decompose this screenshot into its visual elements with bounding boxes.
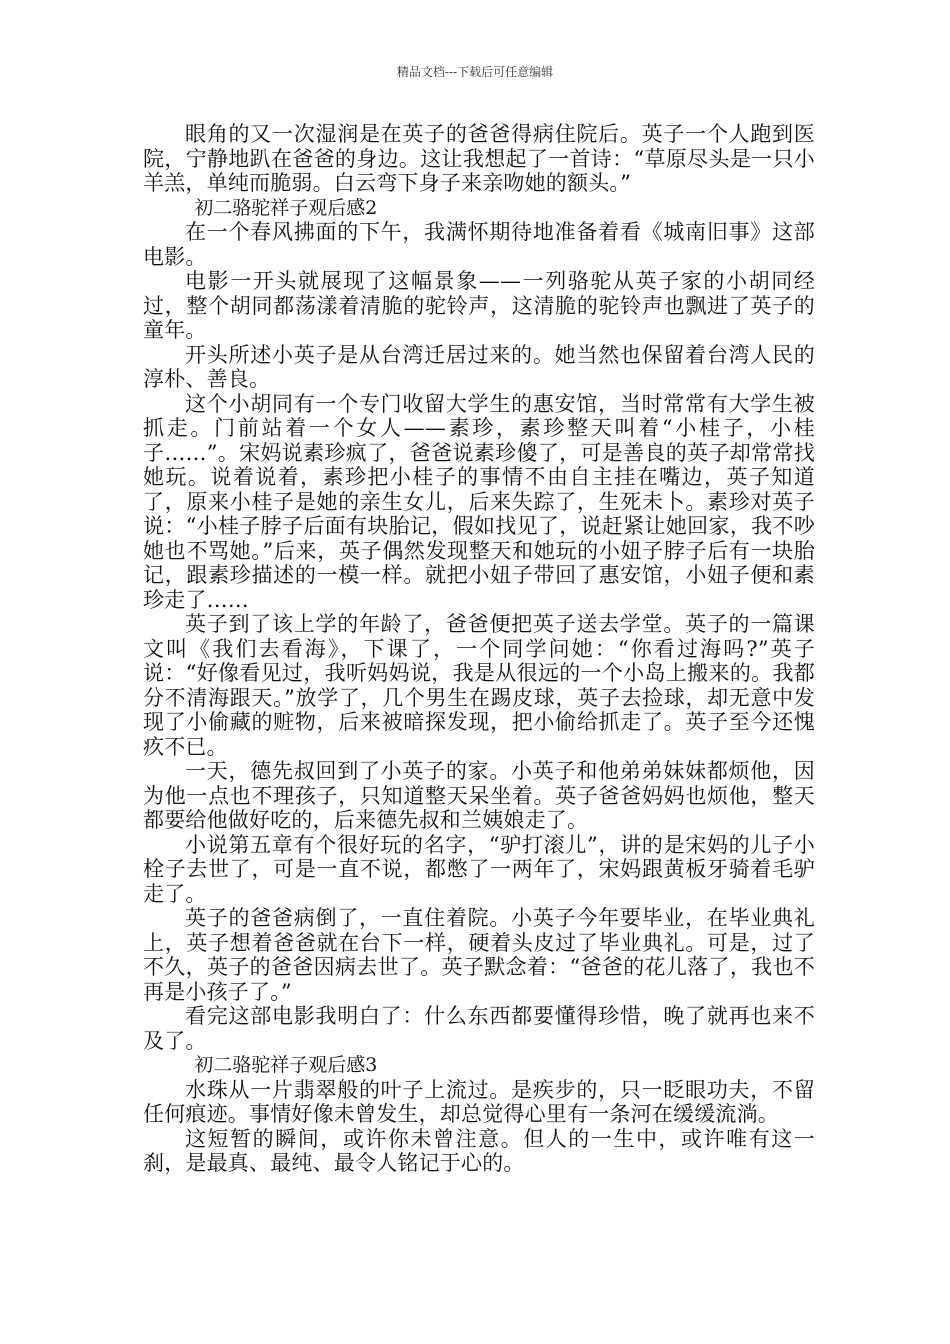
page-header: 精品文档---下载后可任意编辑	[396, 65, 554, 79]
paragraph: 看完这部电影我明白了：什么东西都要懂得珍惜，晚了就再也来不及了。	[143, 1004, 815, 1053]
section-heading: 初二骆驼祥子观后感2	[194, 196, 378, 219]
paragraph: 这短暂的瞬间，或许你未曾注意。但人的一生中，或许唯有这一刹，是最真、最纯、最令人铭记于心的。	[143, 1126, 815, 1175]
paragraph: 在一个春风拂面的下午，我满怀期待地准备着看《城南旧事》这部电影。	[143, 220, 815, 269]
section-heading: 初二骆驼祥子观后感3	[194, 1054, 378, 1076]
paragraph: 一天，德先叔回到了小英子的家。小英子和他弟弟妹妹都烦他，因为他一点也不理孩子，只知道整天呆坐着。英子爸爸妈妈也烦他，整天都要给他做好吃的，后来德先叔和兰姨娘走了。	[143, 759, 815, 832]
paragraph: 开头所述小英子是从台湾迁居过来的。她当然也保留着台湾人民的淳朴、善良。	[143, 342, 815, 391]
paragraph: 眼角的又一次湿润是在英子的爸爸得病住院后。英子一个人跑到医院，宁静地趴在爸爸的身边。这让我想起了一首诗：“草原尽头是一只小羊羔，单纯而脆弱。白云弯下身子来亲吻她的额头。”	[143, 122, 815, 195]
paragraph: 小说第五章有个很好玩的名字，“驴打滚儿”，讲的是宋妈的儿子小栓子去世了，可是一直不说，都憋了一两年了，宋妈跟黄板牙骑着毛驴走了。	[143, 832, 815, 906]
paragraph: 英子到了该上学的年龄了，爸爸便把英子送去学堂。英子的一篇课文叫《我们去看海》，下课了，一个同学问她：“你看过海吗?”英子说：“好像看见过，我听妈妈说，我是从很远的一个小岛上搬来的。我都分不清海跟天。”放学了，几个男生在踢皮球，英子去捡球，却无意中发现了小偷藏的赃物，后来被暗探发现，把小偷给抓走了。英子至今还愧疚不已。	[143, 612, 815, 759]
paragraph: 水珠从一片翡翠般的叶子上流过。是疾步的，只一眨眼功夫，不留任何痕迹。事情好像未曾发生，却总觉得心里有一条河在缓缓流淌。	[143, 1077, 815, 1126]
paragraph: 电影一开头就展现了这幅景象——一列骆驼从英子家的小胡同经过，整个胡同都荡漾着清脆的驼铃声，这清脆的驼铃声也飘进了英子的童年。	[143, 269, 815, 342]
paragraph: 英子的爸爸病倒了，一直住着院。小英子今年要毕业，在毕业典礼上，英子想着爸爸就在台下一样，硬着头皮过了毕业典礼。可是，过了不久，英子的爸爸因病去世了。英子默念着：“爸爸的花儿落了，我也不再是小孩子了。”	[143, 906, 815, 1004]
paragraph: 这个小胡同有一个专门收留大学生的惠安馆，当时常常有大学生被抓走。门前站着一个女人——素珍，素珍整天叫着“小桂子，小桂子……”。宋妈说素珍疯了，爸爸说素珍傻了，可是善良的英子却常常找她玩。说着说着，素珍把小桂子的事情不由自主挂在嘴边，英子知道了，原来小桂子是她的亲生女儿，后来失踪了，生死未卜。素珍对英子说：“小桂子脖子后面有块胎记，假如找见了，说赶紧让她回家，我不吵她也不骂她。”后来，英子偶然发现整天和她玩的小妞子脖子后有一块胎记，跟素珍描述的一模一样。就把小妞子带回了惠安馆，小妞子便和素珍走了……	[143, 391, 815, 612]
document-body	[143, 122, 815, 1176]
